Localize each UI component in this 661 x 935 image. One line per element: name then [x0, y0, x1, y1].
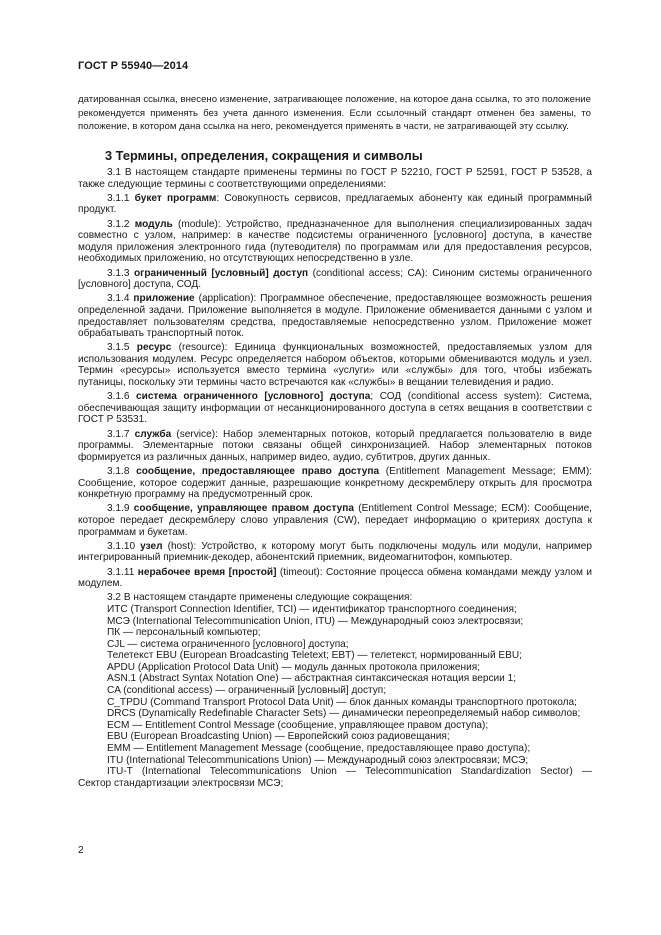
- term-text: (host): Устройство, к которому могут быть подключены модуль или модули, например интегрированный приемник-декодер, абонентский приемник, видеомагнитофон, компьютер.: [78, 540, 592, 564]
- abbreviation-item: EBU (European Broadcasting Union) — Европейский союз радиовещания;: [107, 731, 450, 743]
- term-number: 3.1.1: [107, 192, 130, 204]
- term-name: сообщение, предоставляющее право доступа: [136, 466, 380, 477]
- terms-list: [78, 193, 592, 593]
- document-header: ГОСТ Р 55940—2014: [78, 60, 189, 72]
- term-name: сообщение, управляющее правом доступа: [133, 503, 354, 515]
- term-text: (timeout): Состояние процесса обмена командами между узлом и модулем.: [78, 566, 592, 590]
- term-number: 3.1.2: [107, 218, 130, 230]
- term-number: 3.1.8: [107, 466, 130, 477]
- term-definition: [78, 293, 592, 339]
- term-number: 3.1.11: [107, 566, 135, 578]
- term-number: 3.1.9: [107, 503, 130, 515]
- section-content: [78, 167, 592, 789]
- term-text: (service): Набор элементарных потоков, который предлагается пользователю в виде программы. Элементарные потоки связаны общей синхронизацией. Набор элементарных потоков формируется из различных данных, например видео, аудио, субтитров, других данных.: [78, 428, 592, 463]
- abbreviation-item: DRCS (Dynamically Redefinable Character Sets) — динамически переопределяемый набор символов;: [107, 708, 581, 720]
- abbreviation-item: ASN.1 (Abstract Syntax Notation One) — абстрактная синтаксическая нотация версии 1;: [107, 673, 516, 685]
- abbreviation-line: ITU-T (International Telecommunications Union — Telecommunication Standardization Sector) —: [107, 766, 592, 778]
- term-text: (Entitlement Management Message; EMM): Сообщение, которое содержит данные, разрешающие конкретному дескремблеру открыть для просмотра конкретную программу на предусмотренный срок.: [78, 466, 592, 501]
- term-definition: [78, 567, 592, 590]
- term-name: нерабочее время [простой]: [137, 566, 277, 578]
- term-number: 3.1.6: [107, 391, 130, 403]
- term-definition: [78, 391, 592, 426]
- abbreviation-item: C_TPDU (Command Transport Protocol Data Unit) — блок данных команды транспортного протокола;: [107, 696, 577, 708]
- abbreviations-list: [78, 604, 592, 766]
- paragraph-3-2: 3.2 В настоящем стандарте применены следующие сокращения:: [107, 592, 413, 604]
- section-title: 3 Термины, определения, сокращения и символы: [105, 148, 423, 163]
- abbreviation-item: CA (conditional access) — ограниченный [условный] доступ;: [107, 685, 387, 697]
- term-name: приложение: [133, 293, 195, 305]
- term-name: служба: [134, 428, 172, 440]
- term-number: 3.1.10: [107, 540, 136, 552]
- abbreviation-item-itu-t: [78, 766, 592, 789]
- term-text: (module): Устройство, предназначенное для выполнения специализированных задач совместно с узлом, например: в качестве подсистемы ограниченного [условного] доступа, в качестве модуля приложения электронного гида (путеводителя) по программам или для предоставления ресурсов, необходимых приложению, но отсутствующих непосредственно в узле.: [78, 218, 593, 265]
- abbreviation-item: ECM — Entitlement Control Message (сообщение, управляющее правом доступа);: [107, 719, 489, 731]
- term-definition: [78, 219, 592, 265]
- term-definition: [78, 193, 592, 216]
- term-name: система ограниченного [условного] доступа: [136, 391, 371, 403]
- term-name: ресурс: [136, 342, 172, 354]
- term-text: (conditional access; CA): Синоним системы ограниченного [условного] доступа, СОД.: [78, 267, 592, 291]
- term-text: (application): Программное обеспечение, предоставляющее возможность решения определенной задачи. Приложение выполняется в модуле. Приложение обменивается данными с узлом и предоставляет пользователям средства, предоставляемые непосредственно узлом. Приложение может обрабатывать транспортный поток.: [78, 293, 592, 340]
- term-definition: [78, 466, 592, 501]
- intro-paragraph: датированная ссылка, внесено изменение, затрагивающее положение, на которое дана ссылка, то это положение рекомендуется применять без учета данного изменения. Если ссылочный стандарт отменен без замены, то положение, в котором дана ссылка на него, рекомендуется применять в части, не затрагивающей эту ссылку.: [78, 94, 591, 133]
- term-definition: [78, 503, 592, 538]
- term-number: 3.1.3: [107, 267, 130, 279]
- term-number: 3.1.5: [107, 342, 130, 354]
- abbreviation-item: CJL — система ограниченного [условного] доступа;: [107, 638, 349, 650]
- abbreviation-line-continued: Сектор стандартизации электросвязи МСЭ;: [78, 777, 284, 789]
- term-definition: [78, 541, 592, 564]
- term-definition: [78, 268, 592, 291]
- term-definition: [78, 429, 592, 464]
- term-text: (Entitlement Control Message; ECM): Сообщение, которое передает дескремблеру слово управления (CW), передает информацию о критериях доступа к программам и букетам.: [78, 503, 592, 538]
- term-name: модуль: [134, 218, 173, 230]
- term-number: 3.1.7: [107, 428, 130, 440]
- term-text: (resource): Единица функциональных возможностей, предоставляемых узлом для использования модулем. Ресурс определяется набором объектов, которыми обмениваются модуль и узел. Термин «ресурсы» используется вместо термина «услуги» или «службы» для того, чтобы избежать путаницы, поскольку эти термины часто встречаются как «службы» в вещании телевидения и радио.: [78, 342, 592, 389]
- abbreviation-item: ITU (International Telecommunications Union) — Международный союз электросвязи; МСЭ;: [107, 754, 529, 766]
- abbreviation-item: EMM — Entitlement Management Message (сообщение, предоставляющее право доступа);: [107, 743, 531, 755]
- abbreviation-item: МСЭ (International Telecommunication Union, ITU) — Международный союз электросвязи;: [107, 615, 524, 627]
- term-name: букет программ: [134, 192, 217, 204]
- term-text: : Совокупность сервисов, предлагаемых абоненту как единый программный продукт.: [78, 192, 593, 216]
- paragraph-3-1: 3.1 В настоящем стандарте применены термины по ГОСТ Р 52210, ГОСТ Р 52591, ГОСТ Р 53528, а также следующие термины с соответствующими определениями:: [78, 167, 592, 190]
- abbreviation-item: Телетекст EBU (European Broadcasting Teletext; EBT) — телетекст, нормированный EBU;: [107, 650, 522, 662]
- term-name: узел: [140, 540, 163, 552]
- term-number: 3.1.4: [107, 293, 130, 305]
- term-name: ограниченный [условный] доступ: [133, 267, 309, 279]
- abbreviation-item: ИТС (Transport Connection Identifier, TCI) — идентификатор транспортного соединения;: [107, 603, 517, 615]
- abbreviation-item: APDU (Application Protocol Data Unit) — модуль данных протокола приложения;: [107, 661, 481, 673]
- abbreviation-item: ПК — персональный компьютер;: [107, 627, 261, 639]
- term-definition: [78, 342, 592, 388]
- page-number: 2: [78, 845, 84, 856]
- term-text: ; СОД (conditional access system): Система, обеспечивающая защиту информации от несанкционированного доступа в сетях вещания в соответствии с ГОСТ Р 53531.: [78, 391, 593, 426]
